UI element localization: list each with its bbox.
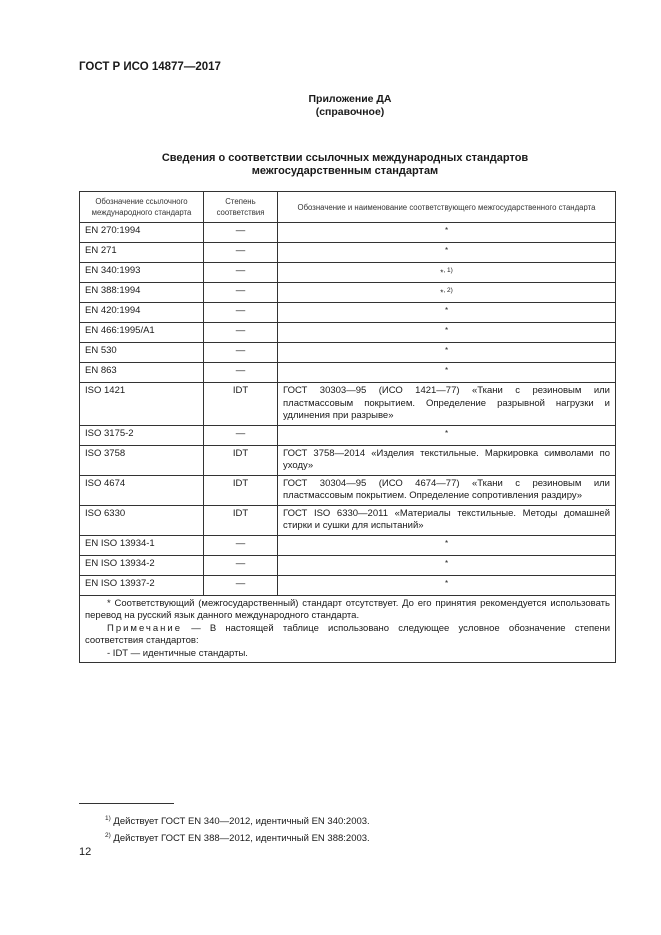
cell-interstate-standard-text: ГОСТ ISO 6330—2011 «Материалы текстильные. Методы домашней стирки и сушки для испытаний» [283,507,610,532]
document-code: ГОСТ Р ИСО 14877—2017 [79,61,221,73]
cell-interstate-standard [278,323,616,343]
page-number: 12 [79,846,92,858]
cell-interstate-standard-text: * [444,226,449,235]
header-interstate-standard: Обозначение и наименование соответствующего межгосударственного стандарта [278,192,616,223]
cell-degree: — [204,343,278,363]
cell-international-standard: EN 271 [80,243,204,263]
footnote-mark: 1) [105,815,111,822]
cell-interstate-standard [278,263,616,283]
table-row [80,535,616,555]
table-row [80,363,616,383]
table-row [80,575,616,595]
cell-interstate-standard-text: * [444,346,449,356]
cell-degree: — [204,223,278,243]
table-row [80,243,616,263]
cell-degree: — [204,263,278,283]
cell-interstate-standard-text: * [444,538,449,548]
footnote-2 [105,829,370,846]
table-row [80,425,616,445]
idt-item: - IDT — идентичные стандарты. [107,647,248,659]
cell-interstate-standard-text: * [444,306,449,316]
cell-interstate-standard [278,223,616,243]
cell-interstate-standard [278,505,616,535]
annex-title: Приложение ДА [308,93,392,105]
table-row [80,323,616,343]
cell-international-standard: EN 863 [80,363,204,383]
table-row [80,505,616,535]
cell-international-standard: EN 270:1994 [80,223,204,243]
table-row [80,343,616,363]
cell-degree: IDT [204,383,278,426]
table-title-line2: межгосударственным стандартам [251,165,439,177]
star-note: * Соответствующий (межгосударственный) стандарт отсутствует. До его принятия рекомендуется использовать перевод на русский язык данного международного стандарта. [85,597,610,622]
table-notes-row [80,595,616,663]
cell-international-standard: EN ISO 13934-1 [80,535,204,555]
note-label: Примечание [107,622,182,634]
cell-international-standard: ISO 1421 [80,383,204,426]
cell-international-standard: ISO 3175-2 [80,425,204,445]
cell-interstate-standard [278,445,616,475]
cell-international-standard: EN 420:1994 [80,303,204,323]
cell-international-standard: ISO 3758 [80,445,204,475]
cell-international-standard: EN ISO 13934-2 [80,555,204,575]
table-title-line1: Сведения о соответствии ссылочных международных стандартов [161,152,529,164]
cell-interstate-standard [278,535,616,555]
cell-interstate-standard [278,303,616,323]
table-row [80,555,616,575]
table-header-row [80,192,616,223]
cell-international-standard: EN 530 [80,343,204,363]
table-row [80,303,616,323]
table-row [80,383,616,426]
cell-interstate-standard [278,343,616,363]
note-paragraph [85,623,610,648]
cell-interstate-standard [278,383,616,426]
footnote-1 [105,812,370,829]
table-row [80,263,616,283]
cell-interstate-standard [278,283,616,303]
note-text: — В настоящей таблице использовано следующее условное обозначение степени соответствия стандартов: [85,622,610,647]
table-notes [80,595,616,663]
footnote-reference: , 2) [443,287,453,295]
cell-interstate-standard [278,425,616,445]
cell-interstate-standard-text: * [444,366,449,376]
cell-degree: — [204,323,278,343]
cell-interstate-standard-text: * [440,288,444,298]
cell-degree: — [204,535,278,555]
cell-degree: — [204,363,278,383]
cell-interstate-standard-text: ГОСТ 30303—95 (ИСО 1421—77) «Ткани с резиновым или пластмассовым покрытием. Определение разрывной нагрузки и удлинения при разрыве» [283,385,610,422]
table-row [80,283,616,303]
footnote-separator [79,803,174,804]
cell-degree: — [204,303,278,323]
table-title [110,152,580,178]
cell-international-standard: ISO 6330 [80,505,204,535]
cell-interstate-standard-text: * [444,428,449,438]
cell-degree: IDT [204,475,278,505]
cell-interstate-standard-text: * [444,578,449,588]
cell-interstate-standard [278,243,616,263]
cell-interstate-standard-text: ГОСТ 30304—95 (ИСО 4674—77) «Ткани с резиновым или пластмассовым покрытием. Определение сопротивления раздиру» [283,477,610,502]
cell-international-standard: EN 340:1993 [80,263,204,283]
reference-standards-table [79,191,616,663]
table-row [80,445,616,475]
footnote-mark: 2) [105,832,111,840]
cell-degree: — [204,243,278,263]
cell-interstate-standard [278,363,616,383]
cell-degree: — [204,283,278,303]
footnotes [105,812,370,846]
cell-interstate-standard [278,575,616,595]
cell-interstate-standard [278,475,616,505]
annex-subtitle: (справочное) [315,106,385,118]
table-row [80,475,616,505]
table-row [80,223,616,243]
cell-degree: IDT [204,505,278,535]
cell-international-standard: EN 466:1995/A1 [80,323,204,343]
header-degree: Степень соответствия [204,192,278,223]
cell-interstate-standard-text: * [444,326,449,336]
cell-international-standard: ISO 4674 [80,475,204,505]
header-international-standard: Обозначение ссылочного международного стандарта [80,192,204,223]
cell-interstate-standard-text: * [444,246,449,255]
cell-interstate-standard-text: * [444,558,449,568]
cell-degree: — [204,425,278,445]
cell-interstate-standard [278,555,616,575]
cell-interstate-standard-text: * [440,268,444,278]
cell-international-standard: EN ISO 13937-2 [80,575,204,595]
cell-interstate-standard-text: ГОСТ 3758—2014 «Изделия текстильные. Маркировка символами по уходу» [283,447,610,472]
cell-degree: IDT [204,445,278,475]
footnote-reference: , 1) [443,267,453,274]
footnote-text: Действует ГОСТ EN 340—2012, идентичный EN 340:2003. [110,816,370,828]
footnote-text: Действует ГОСТ EN 388—2012, идентичный EN 388:2003. [110,833,370,845]
cell-degree: — [204,575,278,595]
cell-international-standard: EN 388:1994 [80,283,204,303]
cell-degree: — [204,555,278,575]
